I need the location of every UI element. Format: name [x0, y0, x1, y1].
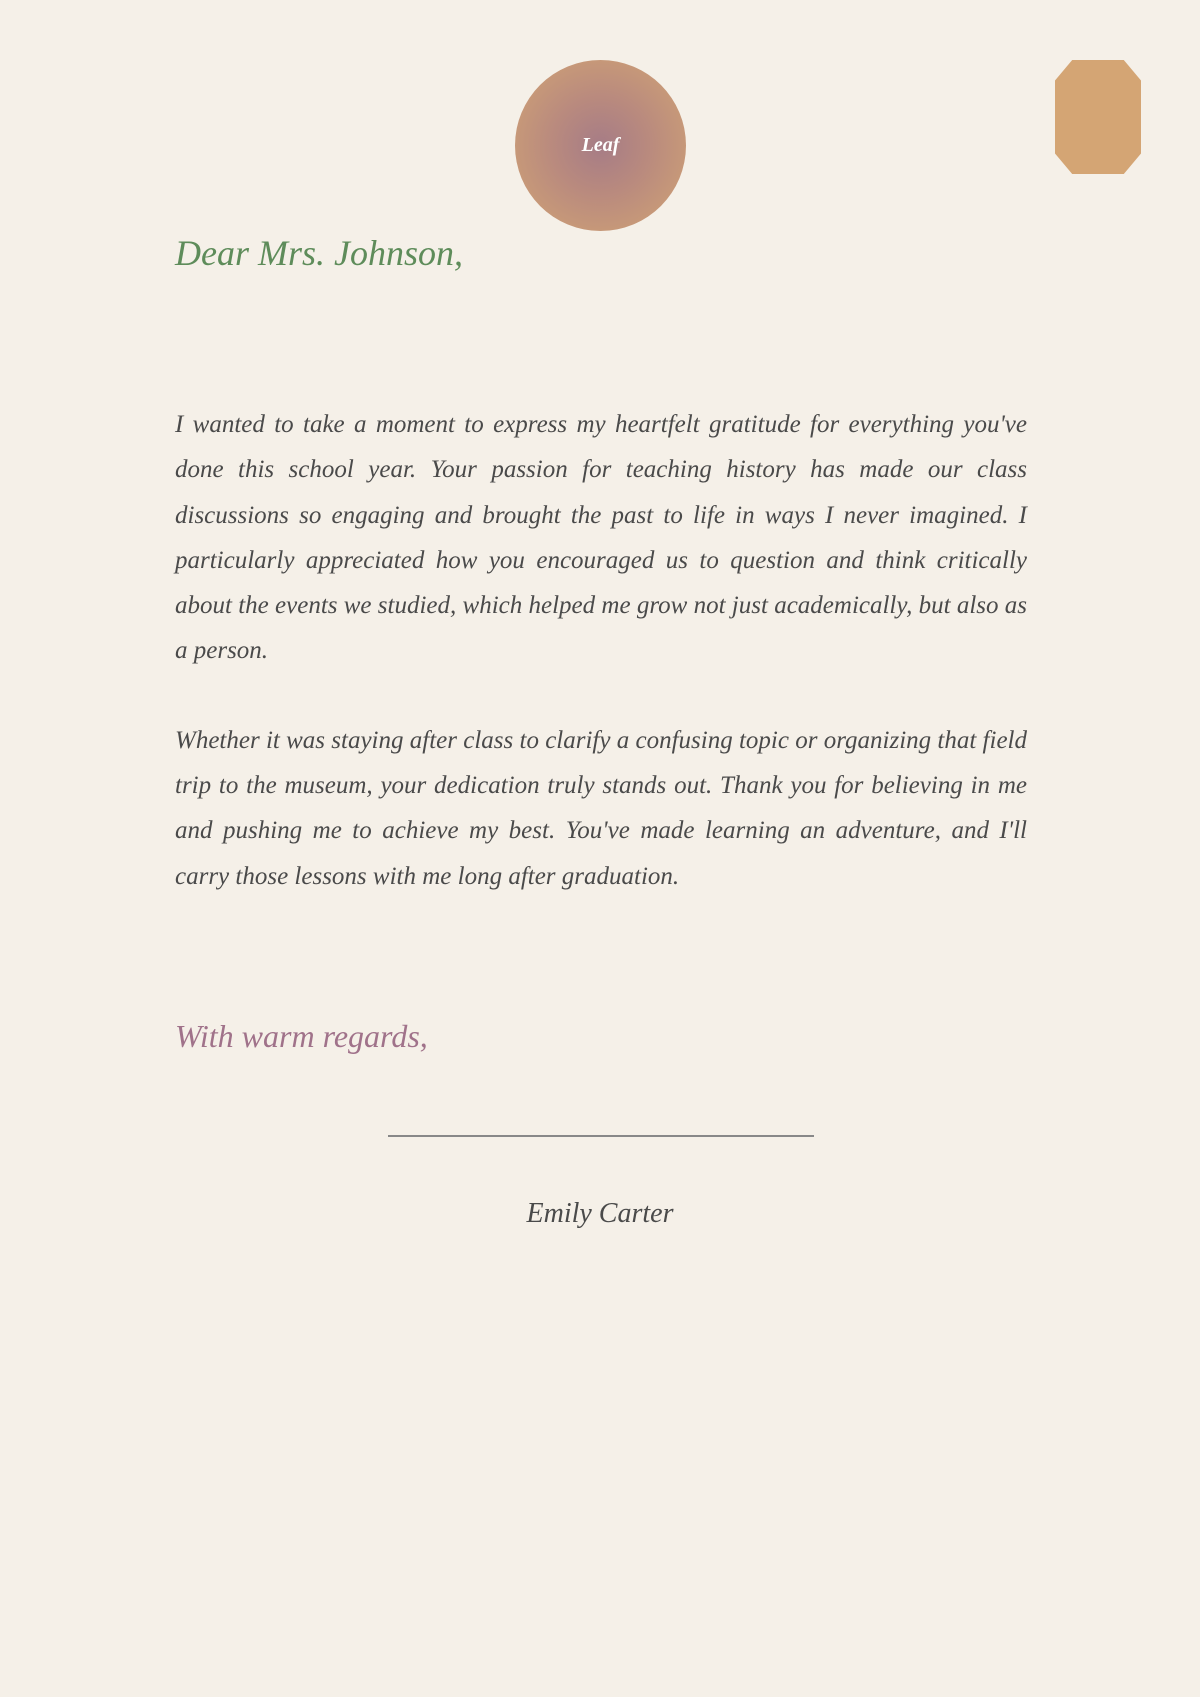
closing: With warm regards,	[175, 1018, 428, 1054]
paragraph: I wanted to take a moment to express my heartfelt gratitude for everything you've done this school year. Your passion for teaching history has made our class discussions so engaging and brought the past to life in ways I never imagined. I particularly appreciated how you encouraged us to question and think critically about the events we studied, which helped me grow not just academically, but also as a person.	[175, 411, 1027, 665]
letter-body	[175, 402, 1027, 943]
decorative-octagon	[1055, 60, 1141, 174]
salutation: Dear Mrs. Johnson,	[175, 233, 463, 273]
paragraph: Whether it was staying after class to clarify a confusing topic or organizing that field trip to the museum, your dedication truly stands out. Thank you for believing in me and pushing me to achieve my best. You've made learning an adventure, and I'll carry those lessons with me long after graduation.	[175, 726, 1027, 890]
signature-name: Emily Carter	[526, 1198, 674, 1229]
leaf-emblem	[515, 60, 686, 231]
signature-line	[388, 1135, 814, 1137]
emblem-label: Leaf	[581, 134, 620, 156]
